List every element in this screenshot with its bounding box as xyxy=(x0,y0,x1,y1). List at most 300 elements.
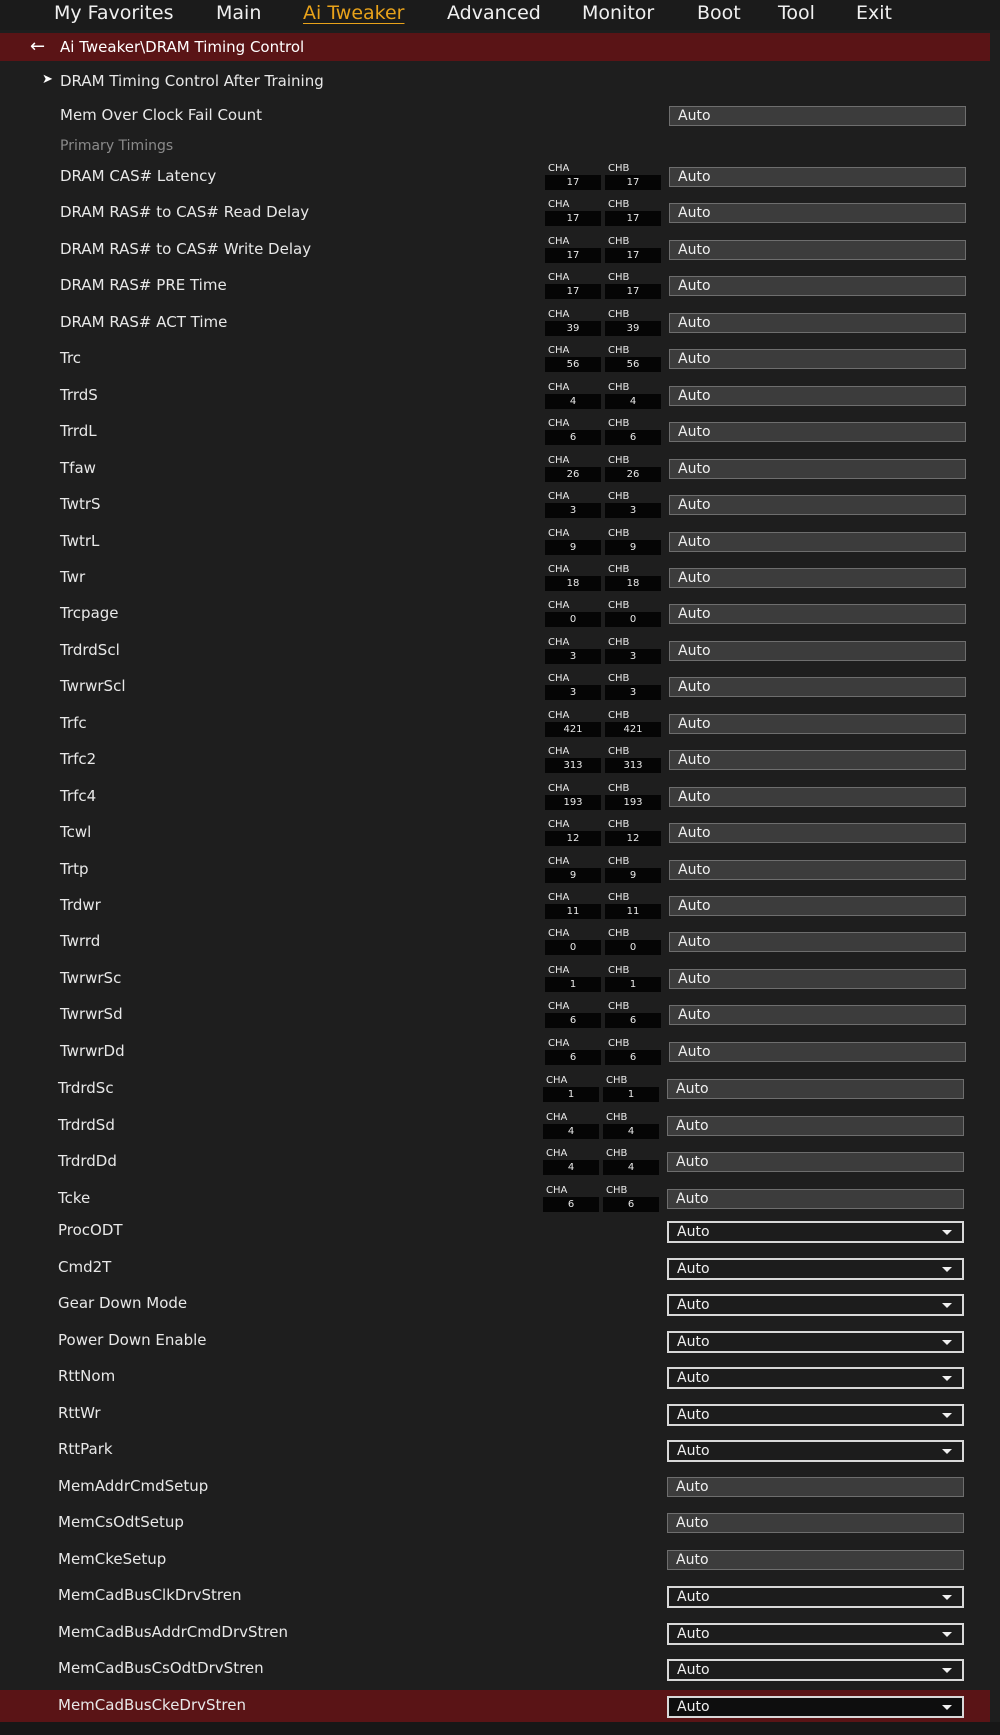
channel-a-tag: CHA xyxy=(546,1112,568,1123)
channel-a-value: 313 xyxy=(545,758,601,773)
option-label: RttPark xyxy=(58,1440,113,1458)
caret-down-icon xyxy=(942,1632,952,1637)
timing-row xyxy=(0,562,990,594)
channel-a-readout xyxy=(543,1075,599,1103)
timing-label: Trc xyxy=(60,349,82,367)
channel-a-value: 18 xyxy=(545,576,601,591)
option-dropdown[interactable] xyxy=(667,1404,964,1426)
channel-b-value: 1 xyxy=(603,1087,659,1102)
caret-down-icon xyxy=(942,1230,952,1235)
channel-b-tag: CHB xyxy=(608,819,630,830)
channel-b-readout xyxy=(605,856,661,884)
option-dropdown[interactable] xyxy=(667,1440,964,1462)
channel-a-value: 17 xyxy=(545,175,601,190)
tab-exit[interactable]: Exit xyxy=(856,2,892,24)
timing-row xyxy=(0,234,990,266)
section-title-primary-timings: Primary Timings xyxy=(60,138,174,154)
channel-b-value: 11 xyxy=(605,904,661,919)
option-row xyxy=(0,1580,990,1612)
caret-down-icon xyxy=(942,1376,952,1381)
channel-b-readout xyxy=(605,965,661,993)
timing-input[interactable]: Auto xyxy=(669,459,966,479)
channel-b-value: 9 xyxy=(605,540,661,555)
channel-a-value: 56 xyxy=(545,357,601,372)
option-dropdown-value: Auto xyxy=(677,1443,710,1459)
timing-input[interactable]: Auto xyxy=(669,604,966,624)
channel-b-readout xyxy=(605,673,661,701)
channel-b-readout xyxy=(605,746,661,774)
timing-input[interactable]: Auto xyxy=(669,896,966,916)
timing-row xyxy=(0,671,990,703)
channel-a-readout xyxy=(545,819,601,847)
channel-b-tag: CHB xyxy=(608,418,630,429)
channel-a-value: 39 xyxy=(545,321,601,336)
channel-b-value: 313 xyxy=(605,758,661,773)
channel-b-tag: CHB xyxy=(608,382,630,393)
channel-b-value: 17 xyxy=(605,211,661,226)
channel-b-readout xyxy=(605,892,661,920)
timing-row xyxy=(0,489,990,521)
timing-label: DRAM CAS# Latency xyxy=(60,167,217,185)
channel-a-value: 6 xyxy=(545,1050,601,1065)
channel-a-value: 3 xyxy=(545,649,601,664)
channel-b-readout xyxy=(605,199,661,227)
channel-a-readout xyxy=(545,856,601,884)
timing-label: Tcke xyxy=(58,1189,91,1207)
channel-b-readout xyxy=(605,455,661,483)
channel-b-tag: CHB xyxy=(608,272,630,283)
option-label: MemCadBusAddrCmdDrvStren xyxy=(58,1623,288,1641)
option-label: MemCsOdtSetup xyxy=(58,1513,184,1531)
timing-input[interactable]: Auto xyxy=(669,860,966,880)
channel-b-tag: CHB xyxy=(608,710,630,721)
tab-my-favorites[interactable]: My Favorites xyxy=(54,2,174,24)
channel-a-value: 9 xyxy=(545,868,601,883)
channel-a-tag: CHA xyxy=(548,163,570,174)
channel-a-tag: CHA xyxy=(548,965,570,976)
channel-a-readout xyxy=(545,673,601,701)
timing-row xyxy=(0,1073,990,1105)
option-label: RttWr xyxy=(58,1404,101,1422)
channel-a-value: 1 xyxy=(543,1087,599,1102)
channel-a-tag: CHA xyxy=(548,1001,570,1012)
option-label: RttNom xyxy=(58,1367,116,1385)
timing-row xyxy=(0,598,990,630)
channel-a-value: 17 xyxy=(545,248,601,263)
timing-row xyxy=(0,526,990,558)
channel-a-tag: CHA xyxy=(548,600,570,611)
channel-a-value: 12 xyxy=(545,831,601,846)
channel-a-tag: CHA xyxy=(548,783,570,794)
timing-row xyxy=(0,1110,990,1142)
channel-a-tag: CHA xyxy=(546,1075,568,1086)
channel-a-value: 6 xyxy=(543,1197,599,1212)
channel-a-value: 0 xyxy=(545,612,601,627)
channel-b-tag: CHB xyxy=(608,491,630,502)
timing-row xyxy=(0,817,990,849)
channel-b-value: 56 xyxy=(605,357,661,372)
channel-a-readout xyxy=(545,236,601,264)
timing-row xyxy=(0,1036,990,1068)
option-dropdown[interactable] xyxy=(667,1367,964,1389)
tab-monitor[interactable]: Monitor xyxy=(582,2,655,24)
option-dropdown-value: Auto xyxy=(677,1370,710,1386)
timing-input[interactable]: Auto xyxy=(669,276,966,296)
channel-b-readout xyxy=(603,1075,659,1103)
channel-b-value: 26 xyxy=(605,467,661,482)
option-row xyxy=(0,1690,990,1722)
option-dropdown-value: Auto xyxy=(677,1224,710,1240)
option-row xyxy=(0,1325,990,1357)
option-dropdown-value: Auto xyxy=(677,1699,710,1715)
channel-b-tag: CHB xyxy=(608,309,630,320)
timing-label: TrdrdSc xyxy=(58,1079,114,1097)
channel-b-value: 0 xyxy=(605,612,661,627)
timing-label: DRAM RAS# PRE Time xyxy=(60,276,227,294)
channel-a-tag: CHA xyxy=(548,746,570,757)
timing-label: Trdwr xyxy=(60,896,101,914)
channel-a-tag: CHA xyxy=(548,1038,570,1049)
channel-a-readout xyxy=(545,1001,601,1029)
setting-label: Mem Over Clock Fail Count xyxy=(60,106,263,124)
channel-a-value: 6 xyxy=(545,430,601,445)
caret-down-icon xyxy=(942,1595,952,1600)
option-dropdown[interactable] xyxy=(667,1331,964,1353)
channel-a-tag: CHA xyxy=(548,309,570,320)
timing-row xyxy=(0,744,990,776)
channel-b-value: 4 xyxy=(603,1124,659,1139)
channel-b-value: 6 xyxy=(605,430,661,445)
channel-b-readout xyxy=(605,710,661,738)
option-dropdown[interactable] xyxy=(667,1659,964,1681)
timing-label: DRAM RAS# ACT Time xyxy=(60,313,228,331)
channel-b-readout xyxy=(605,783,661,811)
channel-b-readout xyxy=(605,491,661,519)
timing-label: TwrwrScl xyxy=(60,677,126,695)
timing-row xyxy=(0,270,990,302)
setting-mem-over-clock-fail-count xyxy=(0,100,990,132)
channel-a-tag: CHA xyxy=(548,819,570,830)
timing-label: Trfc2 xyxy=(60,750,97,768)
channel-a-tag: CHA xyxy=(548,710,570,721)
channel-b-value: 4 xyxy=(605,394,661,409)
channel-b-tag: CHB xyxy=(608,345,630,356)
timing-input[interactable]: Auto xyxy=(669,349,966,369)
channel-a-readout xyxy=(545,163,601,191)
timing-row xyxy=(0,890,990,922)
channel-a-tag: CHA xyxy=(548,199,570,210)
option-label: MemAddrCmdSetup xyxy=(58,1477,209,1495)
option-row xyxy=(0,1398,990,1430)
timing-input[interactable]: Auto xyxy=(669,677,966,697)
channel-b-tag: CHB xyxy=(608,1001,630,1012)
channel-a-value: 3 xyxy=(545,503,601,518)
timing-row xyxy=(0,1183,990,1215)
channel-b-value: 17 xyxy=(605,284,661,299)
timing-input[interactable]: Auto xyxy=(669,750,966,770)
channel-a-value: 3 xyxy=(545,685,601,700)
timing-label: Trfc4 xyxy=(60,787,97,805)
channel-a-value: 193 xyxy=(545,795,601,810)
setting-input[interactable]: Auto xyxy=(669,106,966,126)
channel-a-readout xyxy=(545,600,601,628)
channel-b-value: 421 xyxy=(605,722,661,737)
timing-input[interactable]: Auto xyxy=(669,1042,966,1062)
caret-down-icon xyxy=(942,1413,952,1418)
timing-input[interactable]: Auto xyxy=(669,386,966,406)
tab-ai-tweaker[interactable]: Ai Tweaker xyxy=(303,2,405,24)
option-dropdown-value: Auto xyxy=(677,1626,710,1642)
option-dropdown[interactable] xyxy=(667,1623,964,1645)
timing-label: TrdrdSd xyxy=(58,1116,115,1134)
timing-input[interactable]: Auto xyxy=(669,1005,966,1025)
channel-a-readout xyxy=(545,892,601,920)
timing-label: TrdrdScl xyxy=(60,641,120,659)
channel-a-value: 0 xyxy=(545,940,601,955)
timing-input[interactable]: Auto xyxy=(669,203,966,223)
option-dropdown-value: Auto xyxy=(677,1261,710,1277)
channel-b-tag: CHB xyxy=(608,236,630,247)
channel-b-readout xyxy=(605,600,661,628)
timing-input[interactable]: Auto xyxy=(669,313,966,333)
timing-label: TrdrdDd xyxy=(58,1152,117,1170)
caret-down-icon xyxy=(942,1705,952,1710)
tab-tool[interactable]: Tool xyxy=(778,2,815,24)
option-dropdown[interactable] xyxy=(667,1696,964,1718)
channel-b-value: 12 xyxy=(605,831,661,846)
channel-b-tag: CHB xyxy=(606,1148,628,1159)
timing-input[interactable]: Auto xyxy=(669,932,966,952)
channel-a-value: 4 xyxy=(545,394,601,409)
channel-a-tag: CHA xyxy=(546,1185,568,1196)
timing-label: DRAM RAS# to CAS# Write Delay xyxy=(60,240,312,258)
channel-a-tag: CHA xyxy=(548,637,570,648)
channel-b-tag: CHB xyxy=(608,564,630,575)
channel-b-readout xyxy=(605,819,661,847)
channel-a-readout xyxy=(545,528,601,556)
option-dropdown-value: Auto xyxy=(677,1589,710,1605)
timing-label: Trtp xyxy=(60,860,89,878)
timing-row xyxy=(0,854,990,886)
option-input[interactable]: Auto xyxy=(667,1550,964,1570)
option-label: Power Down Enable xyxy=(58,1331,207,1349)
channel-b-readout xyxy=(603,1185,659,1213)
timing-input[interactable]: Auto xyxy=(669,787,966,807)
channel-a-tag: CHA xyxy=(548,455,570,466)
option-label: Gear Down Mode xyxy=(58,1294,188,1312)
timing-row xyxy=(0,926,990,958)
channel-b-readout xyxy=(605,345,661,373)
channel-b-readout xyxy=(605,1038,661,1066)
channel-a-readout xyxy=(543,1112,599,1140)
channel-a-readout xyxy=(545,345,601,373)
timing-input[interactable]: Auto xyxy=(669,532,966,552)
channel-b-value: 193 xyxy=(605,795,661,810)
channel-a-value: 11 xyxy=(545,904,601,919)
channel-b-readout xyxy=(605,236,661,264)
channel-a-readout xyxy=(543,1148,599,1176)
channel-b-readout xyxy=(605,637,661,665)
channel-b-readout xyxy=(605,272,661,300)
channel-b-value: 18 xyxy=(605,576,661,591)
channel-b-readout xyxy=(603,1112,659,1140)
channel-a-readout xyxy=(545,637,601,665)
channel-b-value: 6 xyxy=(605,1050,661,1065)
channel-b-tag: CHB xyxy=(608,600,630,611)
submenu-label: DRAM Timing Control After Training xyxy=(60,72,324,90)
option-dropdown[interactable] xyxy=(667,1258,964,1280)
option-dropdown-value: Auto xyxy=(677,1334,710,1350)
timing-input[interactable]: Auto xyxy=(667,1189,964,1209)
timing-input[interactable]: Auto xyxy=(669,641,966,661)
option-label: ProcODT xyxy=(58,1221,123,1239)
option-label: MemCadBusClkDrvStren xyxy=(58,1586,242,1604)
tab-boot[interactable]: Boot xyxy=(697,2,741,24)
channel-a-tag: CHA xyxy=(548,528,570,539)
channel-a-readout xyxy=(545,455,601,483)
channel-a-value: 4 xyxy=(543,1160,599,1175)
channel-b-value: 17 xyxy=(605,248,661,263)
channel-b-value: 4 xyxy=(603,1160,659,1175)
channel-b-tag: CHB xyxy=(608,856,630,867)
channel-b-tag: CHB xyxy=(608,783,630,794)
timing-row xyxy=(0,963,990,995)
channel-a-readout xyxy=(545,491,601,519)
option-dropdown[interactable] xyxy=(667,1586,964,1608)
channel-b-tag: CHB xyxy=(608,746,630,757)
timing-input[interactable]: Auto xyxy=(669,167,966,187)
timing-input[interactable]: Auto xyxy=(669,714,966,734)
arrow-left-icon[interactable]: ← xyxy=(30,36,46,57)
timing-input[interactable]: Auto xyxy=(669,568,966,588)
channel-a-value: 421 xyxy=(545,722,601,737)
channel-a-tag: CHA xyxy=(548,564,570,575)
option-row xyxy=(0,1544,990,1576)
channel-a-value: 4 xyxy=(543,1124,599,1139)
channel-a-readout xyxy=(545,382,601,410)
timing-input[interactable]: Auto xyxy=(669,240,966,260)
option-row xyxy=(0,1617,990,1649)
caret-down-icon xyxy=(942,1303,952,1308)
timing-label: TrrdS xyxy=(60,386,98,404)
channel-a-tag: CHA xyxy=(548,892,570,903)
channel-a-value: 17 xyxy=(545,284,601,299)
timing-row xyxy=(0,416,990,448)
channel-a-readout xyxy=(545,746,601,774)
option-dropdown-value: Auto xyxy=(677,1297,710,1313)
option-dropdown[interactable] xyxy=(667,1294,964,1316)
timing-input[interactable]: Auto xyxy=(667,1116,964,1136)
option-dropdown-value: Auto xyxy=(677,1662,710,1678)
option-input[interactable]: Auto xyxy=(667,1477,964,1497)
channel-a-value: 6 xyxy=(545,1013,601,1028)
timing-input[interactable]: Auto xyxy=(667,1079,964,1099)
timing-input[interactable]: Auto xyxy=(669,823,966,843)
channel-b-value: 6 xyxy=(603,1197,659,1212)
option-input[interactable]: Auto xyxy=(667,1513,964,1533)
channel-b-tag: CHB xyxy=(606,1185,628,1196)
channel-a-readout xyxy=(543,1185,599,1213)
option-dropdown[interactable] xyxy=(667,1221,964,1243)
channel-a-readout xyxy=(545,309,601,337)
option-row xyxy=(0,1471,990,1503)
timing-label: Twrrd xyxy=(60,932,101,950)
channel-a-tag: CHA xyxy=(548,673,570,684)
channel-a-value: 1 xyxy=(545,977,601,992)
timing-label: Trfc xyxy=(60,714,87,732)
option-row xyxy=(0,1215,990,1247)
timing-input[interactable]: Auto xyxy=(669,969,966,989)
timing-row xyxy=(0,1146,990,1178)
timing-row xyxy=(0,161,990,193)
channel-b-readout xyxy=(605,418,661,446)
channel-a-tag: CHA xyxy=(548,236,570,247)
channel-b-value: 39 xyxy=(605,321,661,336)
channel-b-tag: CHB xyxy=(608,928,630,939)
timing-label: TrrdL xyxy=(60,422,97,440)
option-row xyxy=(0,1434,990,1466)
top-nav xyxy=(0,0,1000,30)
channel-a-readout xyxy=(545,965,601,993)
submenu-dram-timing-after-training[interactable] xyxy=(0,66,990,98)
timing-input[interactable]: Auto xyxy=(669,422,966,442)
breadcrumb-path: Ai Tweaker\DRAM Timing Control xyxy=(60,38,305,56)
tab-main[interactable]: Main xyxy=(216,2,262,24)
breadcrumb xyxy=(0,33,990,61)
channel-a-value: 9 xyxy=(545,540,601,555)
option-label: MemCadBusCkeDrvStren xyxy=(58,1696,247,1714)
channel-b-value: 3 xyxy=(605,503,661,518)
channel-b-tag: CHB xyxy=(608,163,630,174)
option-dropdown-value: Auto xyxy=(677,1407,710,1423)
channel-a-tag: CHA xyxy=(548,382,570,393)
timing-label: DRAM RAS# to CAS# Read Delay xyxy=(60,203,310,221)
channel-b-readout xyxy=(605,163,661,191)
option-label: Cmd2T xyxy=(58,1258,112,1276)
timing-label: Twr xyxy=(60,568,86,586)
channel-b-readout xyxy=(605,564,661,592)
channel-b-value: 3 xyxy=(605,685,661,700)
channel-a-readout xyxy=(545,418,601,446)
channel-a-tag: CHA xyxy=(548,856,570,867)
caret-down-icon xyxy=(942,1449,952,1454)
channel-a-readout xyxy=(545,199,601,227)
channel-b-readout xyxy=(605,928,661,956)
tab-advanced[interactable]: Advanced xyxy=(447,2,541,24)
caret-down-icon xyxy=(942,1340,952,1345)
channel-a-tag: CHA xyxy=(548,491,570,502)
timing-input[interactable]: Auto xyxy=(667,1152,964,1172)
channel-b-value: 0 xyxy=(605,940,661,955)
channel-b-tag: CHB xyxy=(608,673,630,684)
timing-input[interactable]: Auto xyxy=(669,495,966,515)
chevron-right-icon: ➤ xyxy=(42,72,53,87)
channel-a-tag: CHA xyxy=(548,928,570,939)
timing-row xyxy=(0,999,990,1031)
option-row xyxy=(0,1288,990,1320)
timing-row xyxy=(0,343,990,375)
channel-b-value: 17 xyxy=(605,175,661,190)
channel-b-readout xyxy=(603,1148,659,1176)
timing-label: Tfaw xyxy=(60,459,96,477)
channel-b-value: 9 xyxy=(605,868,661,883)
channel-a-value: 26 xyxy=(545,467,601,482)
timing-label: TwtrL xyxy=(60,532,100,550)
channel-b-tag: CHB xyxy=(606,1112,628,1123)
channel-a-readout xyxy=(545,783,601,811)
timing-label: Tcwl xyxy=(60,823,92,841)
timing-row xyxy=(0,635,990,667)
